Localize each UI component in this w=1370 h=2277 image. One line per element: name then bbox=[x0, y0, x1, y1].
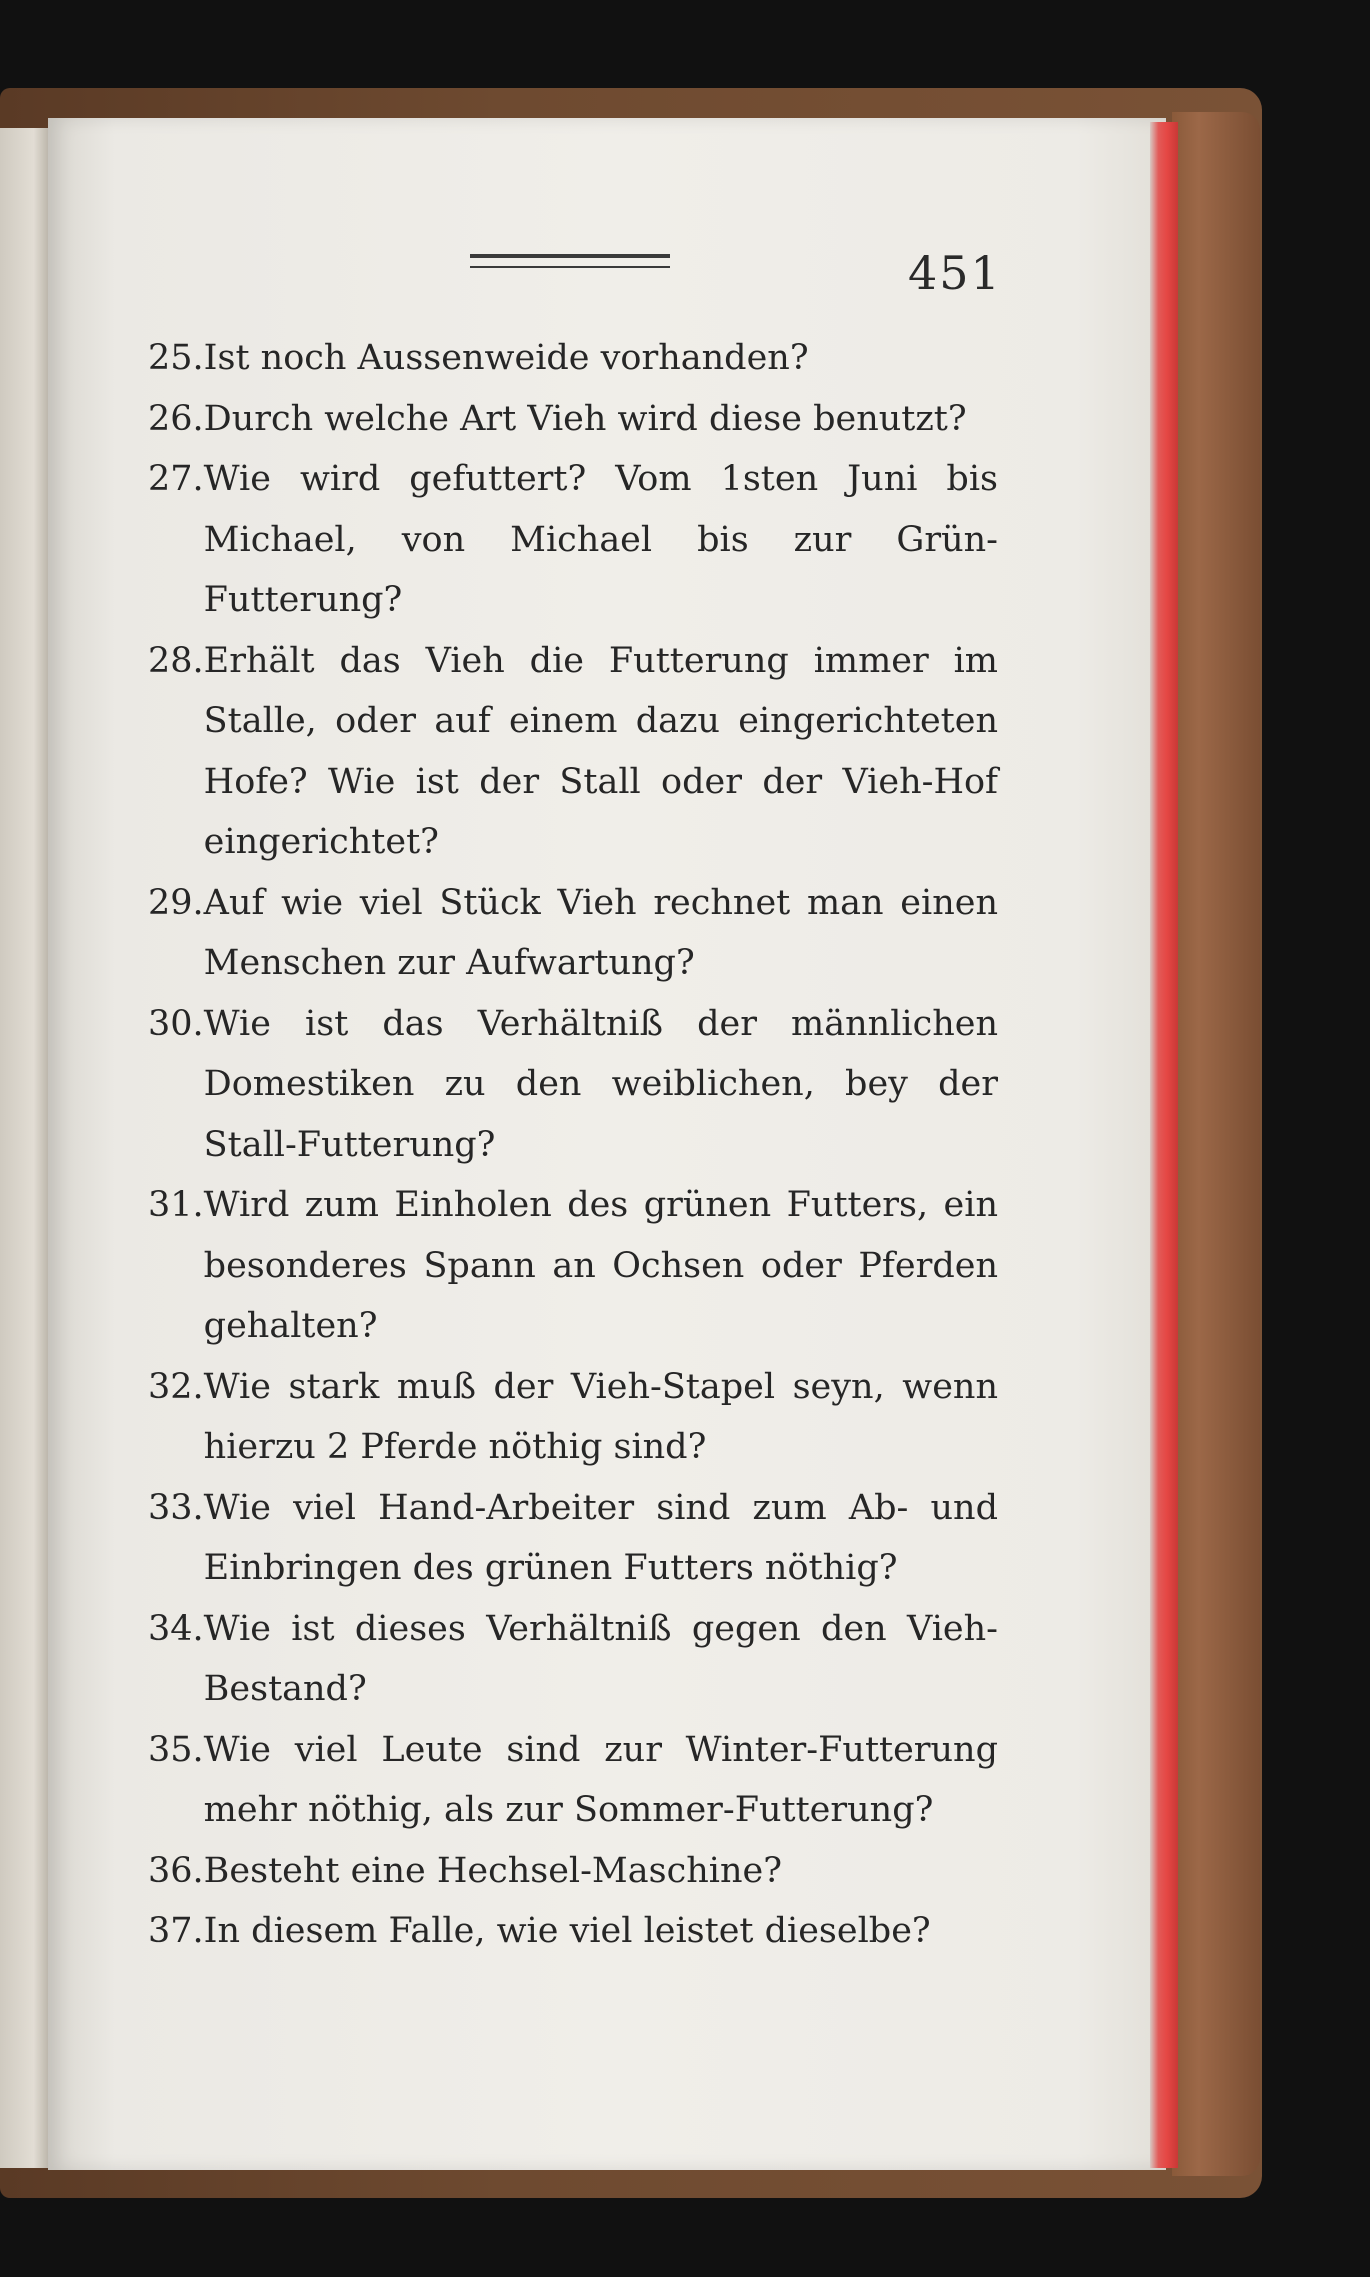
question-number: 37. bbox=[148, 1911, 204, 1951]
question-text: In diesem Falle, wie viel leistet dieselbe? bbox=[203, 1911, 931, 1951]
list-item bbox=[148, 328, 998, 389]
list-item bbox=[148, 1478, 998, 1599]
facing-page bbox=[0, 128, 48, 2168]
question-number: 26. bbox=[148, 398, 204, 439]
list-item bbox=[148, 449, 998, 631]
list-item bbox=[148, 1901, 998, 1962]
question-number: 27. bbox=[148, 459, 204, 499]
question-text: Erhält das Vieh die Futterung immer im Stalle, oder auf einem dazu eingerichteten Hofe? Wie ist der Stall oder der Vieh-Hof eingerichtet? bbox=[203, 640, 998, 862]
question-number: 34. bbox=[148, 1608, 204, 1649]
list-item bbox=[148, 994, 998, 1176]
question-number: 31. bbox=[148, 1185, 204, 1225]
question-number: 28. bbox=[148, 640, 204, 681]
question-text: Wie viel Leute sind zur Winter-Futterung mehr nöthig, als zur Sommer-Futterung? bbox=[203, 1729, 998, 1830]
question-text: Auf wie viel Stück Vieh rechnet man einen Menschen zur Aufwartung? bbox=[203, 882, 998, 983]
question-number: 25. bbox=[148, 338, 204, 378]
question-text: Besteht eine Hechsel-Maschine? bbox=[203, 1850, 782, 1891]
header-rule bbox=[470, 254, 670, 268]
list-item bbox=[148, 1175, 998, 1357]
question-text: Durch welche Art Vieh wird diese benutzt? bbox=[203, 398, 967, 439]
page-number: 451 bbox=[908, 246, 1002, 300]
list-item bbox=[148, 1357, 998, 1478]
question-number: 32. bbox=[148, 1366, 204, 1407]
list-item bbox=[148, 1841, 998, 1902]
list-item bbox=[148, 631, 998, 873]
question-number: 30. bbox=[148, 1003, 204, 1044]
question-list bbox=[148, 328, 998, 1962]
question-text: Wie stark muß der Vieh-Stapel seyn, wenn hierzu 2 Pferde nöthig sind? bbox=[203, 1366, 998, 1467]
list-item bbox=[148, 1599, 998, 1720]
list-item bbox=[148, 873, 998, 994]
question-number: 35. bbox=[148, 1729, 204, 1770]
question-text: Wie viel Hand-Arbeiter sind zum Ab- und Einbringen des grünen Futters nöthig? bbox=[203, 1487, 998, 1588]
red-page-edges bbox=[1150, 122, 1178, 2168]
question-text: Wie ist das Verhältniß der männlichen Domestiken zu den weiblichen, bey der Stall-Futterung? bbox=[203, 1003, 998, 1165]
list-item bbox=[148, 389, 998, 450]
list-item bbox=[148, 1720, 998, 1841]
question-number: 29. bbox=[148, 882, 204, 923]
question-number: 33. bbox=[148, 1487, 204, 1528]
book-cover-edge bbox=[1172, 112, 1260, 2176]
question-text: Ist noch Aussenweide vorhanden? bbox=[203, 338, 809, 378]
question-number: 36. bbox=[148, 1850, 204, 1891]
question-text: Wird zum Einholen des grünen Futters, ein besonderes Spann an Ochsen oder Pferden gehalten? bbox=[203, 1185, 998, 1346]
question-text: Wie ist dieses Verhältniß gegen den Vieh-Bestand? bbox=[203, 1608, 998, 1709]
question-text: Wie wird gefuttert? Vom 1sten Juni bis Michael, von Michael bis zur Grün-Futterung? bbox=[203, 459, 998, 620]
